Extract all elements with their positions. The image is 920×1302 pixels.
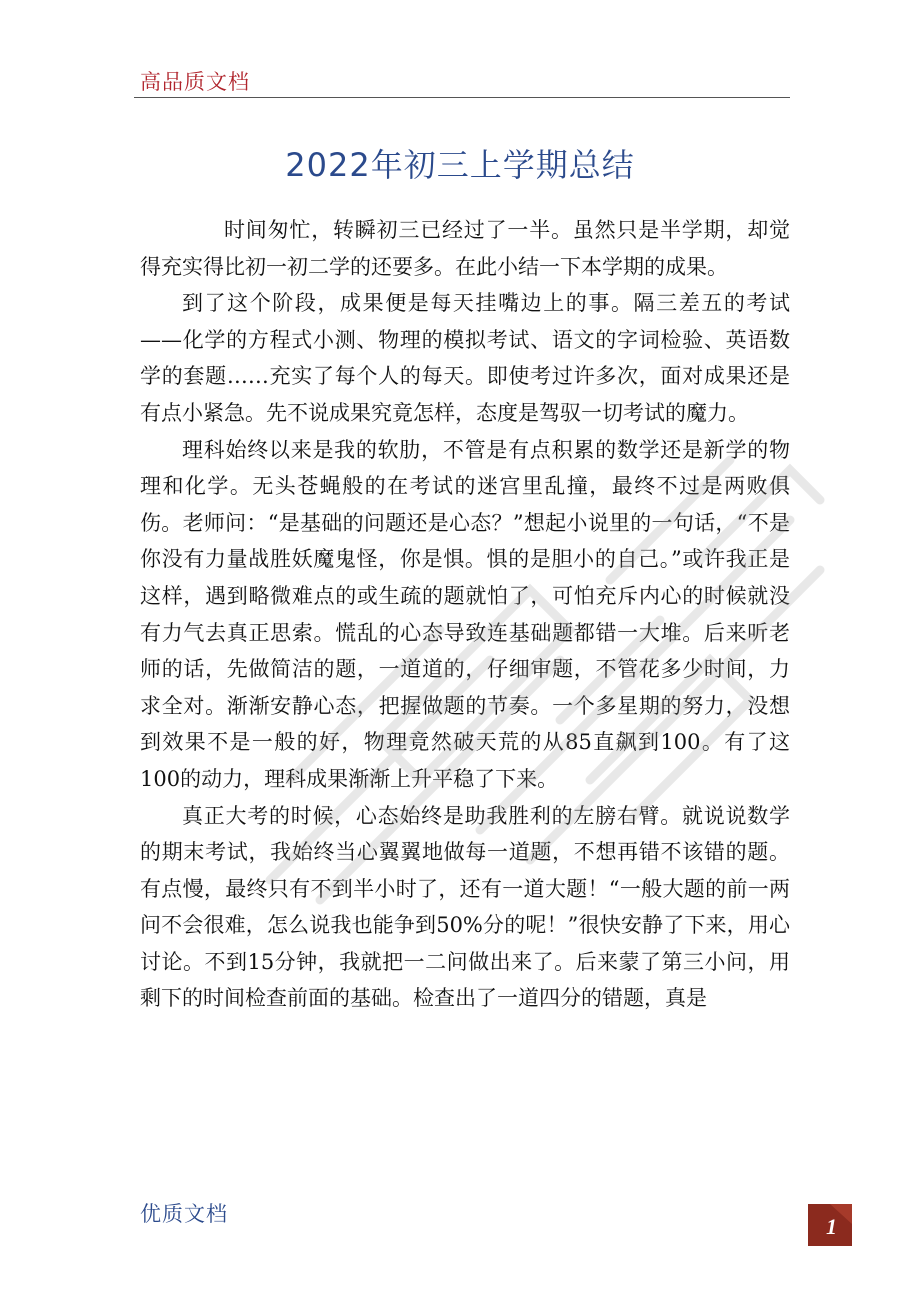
document-body [140,212,790,1017]
document-title: 2022年初三上学期总结 [285,146,635,184]
footer-label: 优质文档 [140,1202,228,1226]
header-divider [134,97,790,98]
page-number: 1 [826,1214,837,1239]
header-label: 高品质文档 [140,70,250,94]
paragraph-4: 真正大考的时候，心态始终是助我胜利的左膀右臂。就说说数学的期末考试，我始终当心翼翼地做每一道题，不想再错不该错的题。有点慢，最终只有不到半小时了，还有一道大题！“一般大题的前一两问不会很难，怎么说我也能争到50%分的呢！”很快安静了下来，用心讨论。不到15分钟，我就把一二问做出来了。后来蒙了第三小问，用剩下的时间检查前面的基础。检查出了一道四分的错题，真是 [140,803,790,1011]
paragraph-1: 时间匆忙，转瞬初三已经过了一半。虽然只是半学期，却觉得充实得比初一初二学的还要多。在此小结一下本学期的成果。 [140,218,790,279]
paragraph-2: 到了这个阶段，成果便是每天挂嘴边上的事。隔三差五的考试——化学的方程式小测、物理的模拟考试、语文的字词检验、英语数学的套题……充实了每个人的每天。即使考过许多次，面对成果还是有点小紧急。先不说成果究竟怎样，态度是驾驭一切考试的魔力。 [140,291,790,425]
paragraph-3: 理科始终以来是我的软肋，不管是有点积累的数学还是新学的物理和化学。无头苍蝇般的在考试的迷宫里乱撞，最终不过是两败俱伤。老师问：“是基础的问题还是心态？”想起小说里的一句话，“不是你没有力量战胜妖魔鬼怪，你是惧。惧的是胆小的自己。”或许我正是这样，遇到略微难点的或生疏的题就怕了，可怕充斥内心的时候就没有力气去真正思索。慌乱的心态导致连基础题都错一大堆。后来听老师的话，先做简洁的题，一道道的，仔细审题，不管花多少时间，力求全对。渐渐安静心态，把握做题的节奏。一个多星期的努力，没想到效果不是一般的好，物理竟然破天荒的从85直飙到100。有了这100的动力，理科成果渐渐上升平稳了下来。 [140,437,790,791]
